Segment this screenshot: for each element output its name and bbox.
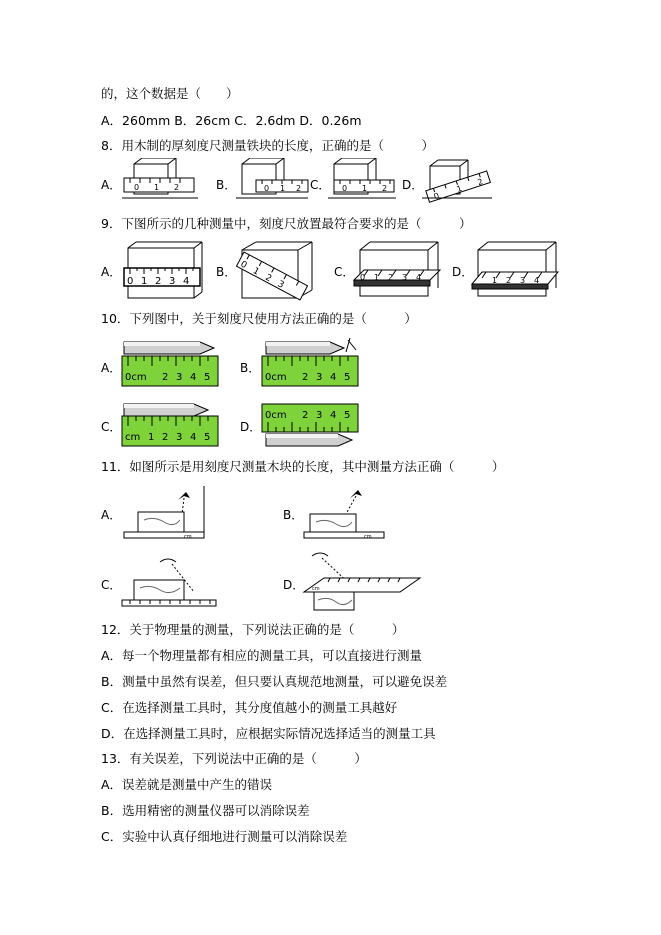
q9-label-a: A． (101, 265, 122, 279)
q10-label-d: D． (240, 420, 262, 434)
q13-stem: 13．有关误差，下列说法中正确的是（ ） (101, 751, 367, 766)
q9c-mark-3: 3 (402, 273, 408, 282)
q11-figure-c (120, 552, 220, 614)
q8a-mark-0: 0 (134, 183, 140, 192)
q8c-mark-2: 2 (382, 184, 388, 193)
q10d-mark-5: 5 (344, 410, 351, 421)
q12-stem: 12．关于物理量的测量，下列说法正确的是（ ） (101, 622, 405, 637)
q10c-cm: cm (125, 432, 141, 443)
q12-option-b: B．测量中虽然有误差，但只要认真规范地测量，可以避免误差 (101, 674, 448, 689)
q11-label-a: A． (101, 508, 122, 522)
q9a-mark-0: 0 (127, 276, 134, 287)
q11-label-c: C． (101, 578, 122, 592)
q9c-mark-1: 1 (374, 273, 380, 282)
q10-figure-a (120, 338, 220, 390)
q10c-mark-4: 4 (190, 432, 197, 443)
q11d-cm: cm (312, 586, 320, 592)
q11-label-d: D． (283, 578, 305, 592)
q10d-mark-3: 3 (316, 410, 323, 421)
q9-stem: 9．下图所示的几种测量中，刻度尺放置最符合要求的是（ ） (101, 216, 472, 231)
q10a-mark-3: 3 (176, 372, 183, 383)
q9d-mark-4: 4 (534, 276, 540, 285)
q10-figure-c (120, 400, 220, 448)
q8-figure-c (326, 158, 398, 204)
q10-figure-b (260, 336, 360, 390)
q10-stem: 10．下列图中，关于刻度尺使用方法正确的是（ ） (101, 311, 417, 326)
q11b-cm: cm (364, 534, 372, 540)
q8d-mark-2: 2 (476, 176, 485, 188)
q9a-mark-3: 3 (169, 276, 176, 287)
q10a-mark-4: 4 (190, 372, 197, 383)
q8c-mark-0: 0 (342, 184, 348, 193)
q12-option-a: A．每一个物理量都有相应的测量工具，可以直接进行测量 (101, 648, 423, 663)
q9b-mark-3: 3 (275, 279, 286, 291)
q8-figure-a (120, 158, 200, 204)
q8d-mark-0: 0 (432, 191, 441, 202)
q10d-mark-2: 2 (302, 410, 309, 421)
q8-label-a: A． (101, 178, 122, 192)
q10b-mark-5: 5 (344, 372, 351, 383)
q9a-mark-4: 4 (183, 276, 190, 287)
q11-label-b: B． (283, 508, 304, 522)
q8-figure-d (420, 158, 494, 204)
q9-label-b: B． (216, 265, 237, 279)
q11-figure-b (302, 484, 388, 546)
q9-label-c: C． (334, 265, 355, 279)
q10c-mark-5: 5 (204, 432, 211, 443)
q9d-mark-2: 2 (506, 276, 512, 285)
q10-figure-d (260, 402, 360, 450)
q8-label-d: D． (402, 178, 424, 192)
q11-figure-a (120, 484, 210, 546)
q8-figure-b (234, 158, 310, 204)
q8b-mark-0: 0 (264, 184, 270, 193)
q10-label-b: B． (240, 361, 261, 375)
q10c-mark-2: 2 (162, 432, 169, 443)
q9-figure-a (120, 240, 204, 302)
q8a-mark-1: 1 (154, 183, 160, 192)
q10a-mark-5: 5 (204, 372, 211, 383)
q8a-mark-2: 2 (174, 183, 180, 192)
q9d-mark-1: 1 (492, 276, 498, 285)
q9c-mark-4: 4 (416, 273, 422, 282)
q8-label-c: C． (310, 178, 331, 192)
q9d-mark-3: 3 (520, 276, 526, 285)
q9-figure-c (352, 240, 442, 302)
q13-option-a: A．误差就是测量中产生的错误 (101, 777, 273, 792)
q11-figure-d (300, 548, 424, 612)
q9c-mark-2: 2 (388, 273, 394, 282)
q10a-mark-2: 2 (162, 372, 169, 383)
q10-label-c: C． (101, 420, 122, 434)
q9a-mark-2: 2 (155, 276, 162, 287)
q13-option-c: C．实验中认真仔细地进行测量可以消除误差 (101, 829, 348, 844)
q8-label-b: B． (216, 178, 237, 192)
q10c-mark-1: 1 (148, 432, 155, 443)
q10d-0cm: 0cm (265, 410, 287, 421)
q8b-mark-2: 2 (296, 184, 302, 193)
q9-figure-b (232, 240, 318, 302)
stem-continuation: 的，这个数据是（ ） (101, 86, 239, 101)
q8b-mark-1: 1 (280, 184, 286, 193)
q10b-mark-2: 2 (302, 372, 309, 383)
q10-label-a: A． (101, 361, 122, 375)
q7-options: A．260mm B．26cm C．2.6dm D．0.26m (101, 113, 362, 128)
q10d-mark-4: 4 (330, 410, 337, 421)
q9b-mark-1: 1 (250, 266, 261, 278)
q12-option-d: D．在选择测量工具时，应根据实际情况选择适当的测量工具 (101, 726, 436, 741)
q10b-mark-4: 4 (330, 372, 337, 383)
q12-option-c: C．在选择测量工具时，其分度值越小的测量工具越好 (101, 700, 398, 715)
q10b-0cm: 0cm (265, 372, 287, 383)
q9a-mark-1: 1 (141, 276, 148, 287)
q13-option-b: B．选用精密的测量仪器可以消除误差 (101, 803, 310, 818)
q8-stem: 8．用木制的厚刻度尺测量铁块的长度，正确的是（ ） (101, 138, 434, 153)
q10c-mark-3: 3 (176, 432, 183, 443)
q8c-mark-1: 1 (362, 184, 368, 193)
q9c-mark-0: 0 (360, 273, 366, 282)
q8d-mark-1: 1 (455, 183, 464, 194)
q10b-mark-3: 3 (316, 372, 323, 383)
q9-label-d: D． (452, 265, 474, 279)
q9b-mark-2: 2 (263, 272, 274, 285)
q9-figure-d (470, 240, 560, 302)
q10a-0cm: 0cm (125, 372, 147, 383)
q11a-cm: cm (184, 534, 192, 540)
q11-stem: 11．如图所示是用刻度尺测量木块的长度，其中测量方法正确（ ） (101, 459, 505, 474)
q9b-mark-0: 0 (238, 259, 249, 272)
